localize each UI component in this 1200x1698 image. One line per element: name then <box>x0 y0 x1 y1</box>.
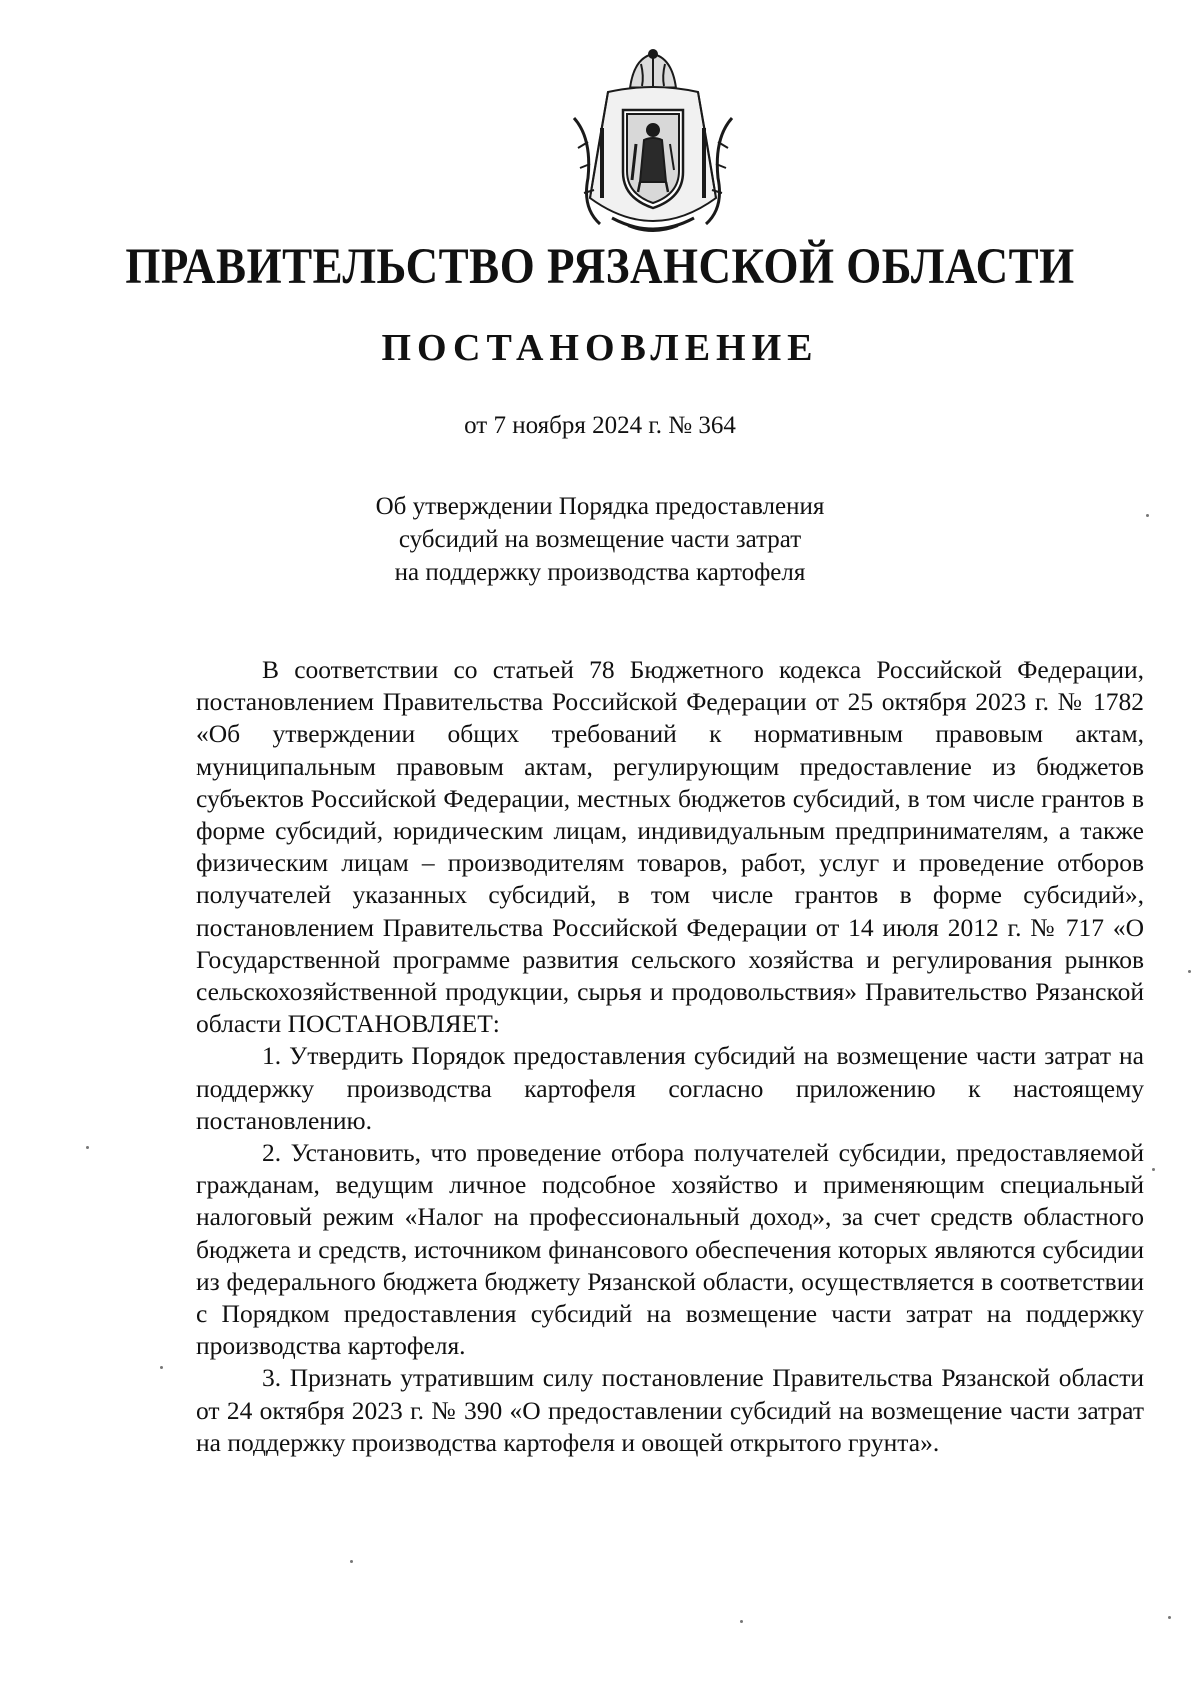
document-subject <box>0 490 1200 589</box>
government-title: ПРАВИТЕЛЬСТВО РЯЗАНСКОЙ ОБЛАСТИ <box>125 238 1075 294</box>
scan-speck <box>1188 970 1191 973</box>
body-paragraph-1: 1. Утвердить Порядок предоставления субсидий на возмещение части затрат на поддержку производства картофеля согласно приложению к настоящему постановлению. <box>196 1041 1144 1135</box>
ryazan-coat-of-arms-icon <box>568 48 738 244</box>
scan-speck <box>740 1620 743 1623</box>
subject-line: Об утверждении Порядка предоставления <box>375 493 825 520</box>
subject-line: субсидий на возмещение части затрат <box>398 526 802 553</box>
body-paragraph-2: 2. Установить, что проведение отбора получателей субсидии, предоставляемой гражданам, ведущим личное подсобное хозяйство и применяющим специальный налоговый режим «Налог на профессиональный доход», за счет средств областного бюджета и средств, источником финансового обеспечения которых являются субсидии из федерального бюджета бюджету Рязанской области, осуществляется в соответствии с Порядком предоставления субсидий на возмещение части затрат на поддержку производства картофеля. <box>196 1138 1144 1361</box>
body-paragraph-3: 3. Признать утратившим силу постановление Правительства Рязанской области от 24 октября 2023 г. № 390 «О предоставлении субсидий на возмещение части затрат на поддержку производства картофеля и овощей открытого грунта». <box>196 1363 1144 1457</box>
scan-speck <box>1152 1168 1155 1171</box>
scan-speck <box>160 1366 163 1369</box>
scan-speck <box>1146 514 1149 517</box>
document-type: ПОСТАНОВЛЕНИЕ <box>381 327 819 369</box>
body-paragraph-preamble: В соответствии со статьей 78 Бюджетного кодекса Российской Федерации, постановлением Правительства Российской Федерации от 25 октября 2023 г. № 1782 «Об утверждении общих требований к нормативным правовым актам, муниципальным правовым актам, регулирующим предоставление из бюджетов субъектов Российской Федерации, местных бюджетов субсидий, в том числе грантов в форме субсидий, юридическим лицам, индивидуальным предпринимателям, а также физическим лицам – производителям товаров, работ, услуг и проведение отборов получателей указанных субсидий, в том числе грантов в форме субсидий», постановлением Правительства Российской Федерации от 14 июля 2012 г. № 717 «О Государственной программе развития сельского хозяйства и регулирования рынков сельскохозяйственной продукции, сырья и продовольствия» Правительство Рязанской области ПОСТАНОВЛЯЕТ: <box>196 655 1144 1039</box>
document-date-number: от 7 ноября 2024 г. № 364 <box>464 412 736 439</box>
subject-line: на поддержку производства картофеля <box>394 559 806 586</box>
scan-speck <box>86 1146 89 1149</box>
scan-speck <box>1168 1616 1171 1619</box>
scan-speck <box>350 1560 353 1563</box>
document-body <box>196 654 1144 1459</box>
